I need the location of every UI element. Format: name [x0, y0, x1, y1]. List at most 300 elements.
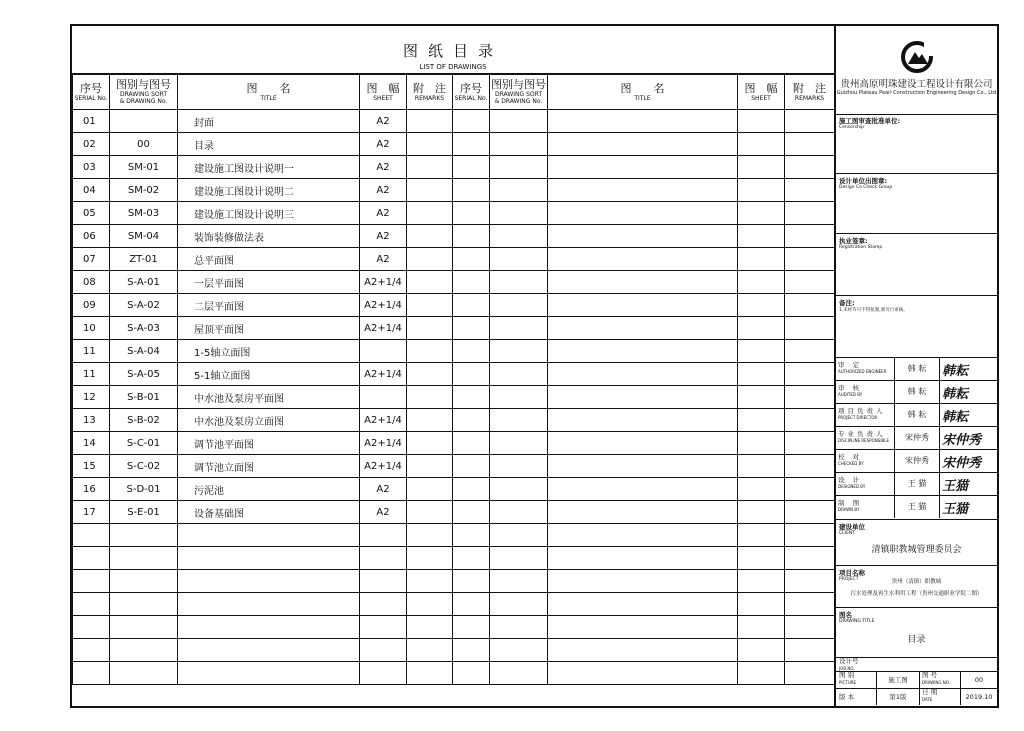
handwritten-signature: 韩耘	[942, 387, 969, 402]
code-cell: S-C-02	[110, 455, 178, 478]
serial-cell: 11	[73, 363, 110, 386]
empty-cell	[110, 639, 178, 662]
project-label-en: PROJECT	[839, 577, 859, 582]
col-header-sheet: 图 幅 SHEET	[738, 75, 785, 110]
role-label: 专业负责人 DISCIPLINE RESPONSIBLE	[838, 430, 889, 443]
empty-cell	[490, 386, 548, 409]
sheet-cell	[360, 340, 407, 363]
empty-cell	[453, 248, 490, 271]
empty-cell	[738, 386, 785, 409]
sheet-cell: A2+1/4	[360, 294, 407, 317]
signature-row	[836, 381, 997, 404]
drawing-frame	[70, 24, 999, 708]
table-row	[73, 547, 835, 570]
approval-label: 施工图审查批准单位:	[839, 117, 901, 125]
serial-cell: 03	[73, 156, 110, 179]
empty-cell	[548, 179, 738, 202]
signer-name: 宋仲秀	[894, 450, 940, 472]
empty-cell	[490, 547, 548, 570]
table-row	[73, 409, 835, 432]
signer-name: 宋仲秀	[894, 427, 940, 449]
empty-cell	[490, 478, 548, 501]
empty-cell	[453, 478, 490, 501]
code-cell: SM-02	[110, 179, 178, 202]
drawing-title-box	[836, 608, 997, 658]
empty-cell	[490, 110, 548, 133]
empty-cell	[73, 616, 110, 639]
role-label: 制 图 DRAWN BY	[838, 499, 863, 512]
empty-cell	[785, 225, 835, 248]
empty-cell	[453, 524, 490, 547]
remarks-cell	[407, 363, 453, 386]
remarks-cell	[407, 110, 453, 133]
sheet-cell: A2+1/4	[360, 432, 407, 455]
code-cell: 00	[110, 133, 178, 156]
empty-cell	[785, 570, 835, 593]
signer-name: 韩 耘	[894, 358, 940, 380]
empty-cell	[548, 110, 738, 133]
sheet-cell: A2	[360, 202, 407, 225]
title-cell: 装饰装修做法表	[178, 225, 360, 248]
empty-cell	[360, 639, 407, 662]
table-row	[73, 156, 835, 179]
empty-cell	[490, 271, 548, 294]
empty-cell	[490, 455, 548, 478]
empty-cell	[548, 133, 738, 156]
empty-cell	[110, 662, 178, 685]
empty-cell	[738, 156, 785, 179]
empty-cell	[407, 570, 453, 593]
empty-cell	[785, 133, 835, 156]
empty-cell	[785, 179, 835, 202]
empty-cell	[785, 340, 835, 363]
serial-cell: 04	[73, 179, 110, 202]
empty-cell	[785, 501, 835, 524]
empty-cell	[453, 110, 490, 133]
handwritten-signature: 王猫	[942, 502, 969, 517]
code-cell: S-A-05	[110, 363, 178, 386]
empty-cell	[73, 639, 110, 662]
empty-cell	[738, 501, 785, 524]
empty-cell	[453, 363, 490, 386]
drawing-title: 目录	[907, 635, 926, 645]
empty-cell	[407, 593, 453, 616]
project-label: 项目名称	[839, 569, 865, 577]
empty-cell	[738, 524, 785, 547]
empty-cell	[178, 547, 360, 570]
empty-cell	[178, 662, 360, 685]
col-header-sheet: 图 幅 SHEET	[360, 75, 407, 110]
company-logo-icon	[900, 40, 934, 74]
remarks-cell	[407, 386, 453, 409]
sheet-cell: A2+1/4	[360, 455, 407, 478]
empty-cell	[548, 202, 738, 225]
col-header-remarks: 附 注 REMARKS	[407, 75, 453, 110]
table-row	[73, 363, 835, 386]
empty-cell	[490, 432, 548, 455]
title-cell: 污泥池	[178, 478, 360, 501]
col-header-title: 图 名 TITLE	[178, 75, 360, 110]
signer-name: 韩 耘	[894, 404, 940, 426]
sheet-cell: A2	[360, 156, 407, 179]
table-row	[73, 478, 835, 501]
version-row	[836, 689, 997, 706]
sheet-cell: A2	[360, 478, 407, 501]
sort-label: 图 别 PICTURE	[839, 671, 857, 685]
registration-stamp-label: 执业签章:	[839, 237, 868, 245]
empty-cell	[490, 570, 548, 593]
empty-cell	[453, 340, 490, 363]
empty-cell	[490, 363, 548, 386]
handwritten-signature: 韩耘	[942, 364, 969, 379]
empty-cell	[453, 501, 490, 524]
sheet-cell: A2	[360, 225, 407, 248]
table-row	[73, 340, 835, 363]
code-cell: SM-03	[110, 202, 178, 225]
code-cell: S-B-02	[110, 409, 178, 432]
code-cell: SM-01	[110, 156, 178, 179]
date-label: 日 期 DATE	[922, 688, 938, 702]
approval-label-en: Censorship	[839, 125, 865, 130]
empty-cell	[110, 593, 178, 616]
client-label: 建设单位	[839, 523, 865, 531]
empty-cell	[548, 432, 738, 455]
table-row	[73, 248, 835, 271]
client-label-en: CLIENT	[839, 531, 855, 536]
code-cell: S-B-01	[110, 386, 178, 409]
empty-cell	[178, 616, 360, 639]
sheet-cell: A2	[360, 179, 407, 202]
company-name-en: Guizhou Plateau Pearl Construction Engineering Design Co., Ltd	[836, 90, 997, 96]
version-value: 第1版	[876, 689, 920, 705]
signature-row	[836, 496, 997, 520]
table-row	[73, 133, 835, 156]
title-cell: 建设施工图设计说明三	[178, 202, 360, 225]
title-cell: 调节池立面图	[178, 455, 360, 478]
sheet-cell: A2	[360, 133, 407, 156]
empty-cell	[360, 616, 407, 639]
code-cell: S-A-01	[110, 271, 178, 294]
title-cell: 1-5轴立面图	[178, 340, 360, 363]
remarks-cell	[407, 340, 453, 363]
table-row	[73, 386, 835, 409]
empty-cell	[785, 294, 835, 317]
empty-cell	[407, 524, 453, 547]
remarks-cell	[407, 271, 453, 294]
drawing-list-area	[72, 26, 834, 706]
empty-cell	[785, 478, 835, 501]
remarks-text: 1.未经许可不得复制,须另行审核。	[839, 308, 908, 313]
design-stamp-label-en: Design Co Check Group	[839, 185, 893, 190]
empty-cell	[738, 547, 785, 570]
empty-cell	[407, 547, 453, 570]
table-row	[73, 593, 835, 616]
serial-cell: 14	[73, 432, 110, 455]
remarks-box	[836, 296, 997, 358]
role-label: 审 核 AUDITED BY	[838, 384, 863, 397]
code-cell: S-D-01	[110, 478, 178, 501]
empty-cell	[738, 110, 785, 133]
table-row	[73, 616, 835, 639]
empty-cell	[490, 501, 548, 524]
empty-cell	[453, 593, 490, 616]
remarks-cell	[407, 501, 453, 524]
empty-cell	[178, 524, 360, 547]
empty-cell	[110, 570, 178, 593]
approval-box	[836, 114, 997, 174]
empty-cell	[548, 501, 738, 524]
design-stamp-label: 设计单位出图章:	[839, 177, 888, 185]
title-cell: 总平面图	[178, 248, 360, 271]
handwritten-signature: 韩耘	[942, 410, 969, 425]
sheet-cell: A2	[360, 110, 407, 133]
serial-cell: 01	[73, 110, 110, 133]
code-cell: S-A-04	[110, 340, 178, 363]
sheet-cell: A2+1/4	[360, 409, 407, 432]
empty-cell	[548, 294, 738, 317]
company-logo-area	[836, 26, 997, 115]
code-cell: ZT-01	[110, 248, 178, 271]
col-header-remarks: 附 注 REMARKS	[785, 75, 835, 110]
sort-row	[836, 672, 997, 689]
sheet-cell: A2	[360, 501, 407, 524]
serial-cell: 05	[73, 202, 110, 225]
empty-cell	[407, 616, 453, 639]
registration-stamp-box	[836, 234, 997, 296]
project-line-2: 污水处理及再生水利用工程（贵州交通职业学院二期）	[850, 591, 983, 597]
empty-cell	[73, 524, 110, 547]
empty-cell	[453, 294, 490, 317]
sheet-cell: A2+1/4	[360, 271, 407, 294]
page-title	[72, 26, 834, 74]
empty-cell	[738, 294, 785, 317]
sheet-cell: A2+1/4	[360, 363, 407, 386]
empty-cell	[738, 248, 785, 271]
code-cell: S-A-03	[110, 317, 178, 340]
empty-cell	[490, 202, 548, 225]
remarks-cell	[407, 156, 453, 179]
remarks-cell	[407, 478, 453, 501]
empty-cell	[548, 547, 738, 570]
remarks-cell	[407, 294, 453, 317]
signer-name: 王 猫	[894, 496, 940, 518]
serial-cell: 08	[73, 271, 110, 294]
serial-cell: 15	[73, 455, 110, 478]
signature-row	[836, 450, 997, 473]
role-label: 审 定 AUTHORIZED ENGINEER	[838, 361, 887, 374]
col-header-code: 图别与图号 DRAWING SORT & DRAWING No.	[490, 75, 548, 110]
table-row	[73, 271, 835, 294]
empty-cell	[548, 271, 738, 294]
empty-cell	[738, 616, 785, 639]
empty-cell	[490, 225, 548, 248]
sheet-cell: A2+1/4	[360, 317, 407, 340]
role-label: 校 对 CHECKED BY	[838, 453, 864, 466]
serial-cell: 12	[73, 386, 110, 409]
empty-cell	[738, 432, 785, 455]
empty-cell	[785, 547, 835, 570]
empty-cell	[548, 248, 738, 271]
empty-cell	[453, 570, 490, 593]
empty-cell	[785, 432, 835, 455]
empty-cell	[738, 593, 785, 616]
empty-cell	[548, 340, 738, 363]
empty-cell	[453, 179, 490, 202]
empty-cell	[453, 202, 490, 225]
sort-value: 施工图	[876, 672, 920, 688]
empty-cell	[490, 639, 548, 662]
empty-cell	[785, 248, 835, 271]
empty-cell	[490, 156, 548, 179]
handwritten-signature: 宋仲秀	[942, 456, 982, 471]
table-row	[73, 179, 835, 202]
title-cell: 调节池平面图	[178, 432, 360, 455]
empty-cell	[548, 570, 738, 593]
empty-cell	[453, 547, 490, 570]
client-name: 清镇职教城管理委员会	[871, 545, 962, 555]
empty-cell	[178, 593, 360, 616]
table-row	[73, 294, 835, 317]
empty-cell	[453, 317, 490, 340]
empty-cell	[548, 455, 738, 478]
title-cell: 建设施工图设计说明二	[178, 179, 360, 202]
table-row	[73, 524, 835, 547]
empty-cell	[110, 524, 178, 547]
drawing-title-label: 图名	[839, 611, 852, 619]
empty-cell	[407, 639, 453, 662]
drawing-no-label: 图 号 DRAWING NO.	[922, 671, 950, 685]
empty-cell	[548, 524, 738, 547]
table-row	[73, 501, 835, 524]
serial-cell: 13	[73, 409, 110, 432]
table-row	[73, 110, 835, 133]
empty-cell	[73, 570, 110, 593]
job-no-label: 设计号 JOB NO.	[839, 657, 859, 671]
code-cell: S-A-02	[110, 294, 178, 317]
drawing-no-value: 00	[960, 672, 997, 688]
remarks-cell	[407, 133, 453, 156]
empty-cell	[785, 386, 835, 409]
empty-cell	[73, 593, 110, 616]
empty-cell	[548, 616, 738, 639]
remarks-cell	[407, 202, 453, 225]
empty-cell	[453, 386, 490, 409]
title-cell: 中水池及泵房立面图	[178, 409, 360, 432]
empty-cell	[453, 455, 490, 478]
title-cell: 屋顶平面图	[178, 317, 360, 340]
table-row	[73, 317, 835, 340]
drawing-list-table	[72, 74, 835, 685]
serial-cell: 06	[73, 225, 110, 248]
empty-cell	[738, 317, 785, 340]
title-cell: 二层平面图	[178, 294, 360, 317]
date-value: 2019.10	[960, 689, 997, 705]
signature-row	[836, 404, 997, 427]
remarks-cell	[407, 179, 453, 202]
empty-cell	[110, 547, 178, 570]
empty-cell	[785, 639, 835, 662]
table-row	[73, 202, 835, 225]
empty-cell	[785, 616, 835, 639]
empty-cell	[453, 225, 490, 248]
remarks-cell	[407, 317, 453, 340]
title-cell: 目录	[178, 133, 360, 156]
empty-cell	[360, 570, 407, 593]
empty-cell	[738, 179, 785, 202]
table-row	[73, 570, 835, 593]
col-header-serial: 序号 SERIAL No.	[453, 75, 490, 110]
title-cell: 封面	[178, 110, 360, 133]
empty-cell	[548, 593, 738, 616]
title-cell: 设备基础图	[178, 501, 360, 524]
table-row	[73, 662, 835, 685]
remarks-cell	[407, 225, 453, 248]
empty-cell	[548, 639, 738, 662]
empty-cell	[738, 225, 785, 248]
empty-cell	[453, 662, 490, 685]
empty-cell	[453, 271, 490, 294]
empty-cell	[453, 133, 490, 156]
company-name-cn: 贵州高原明珠建设工程设计有限公司	[840, 79, 993, 90]
empty-cell	[490, 248, 548, 271]
empty-cell	[785, 409, 835, 432]
empty-cell	[738, 340, 785, 363]
empty-cell	[490, 179, 548, 202]
empty-cell	[490, 616, 548, 639]
empty-cell	[453, 639, 490, 662]
empty-cell	[407, 662, 453, 685]
empty-cell	[490, 662, 548, 685]
client-box	[836, 520, 997, 566]
empty-cell	[738, 639, 785, 662]
empty-cell	[73, 662, 110, 685]
empty-cell	[490, 593, 548, 616]
empty-cell	[738, 455, 785, 478]
signature-row	[836, 427, 997, 450]
empty-cell	[785, 363, 835, 386]
empty-cell	[453, 156, 490, 179]
empty-cell	[548, 478, 738, 501]
table-row	[73, 432, 835, 455]
empty-cell	[738, 662, 785, 685]
design-stamp-box	[836, 174, 997, 234]
title-cn: 图纸目录	[402, 42, 503, 60]
empty-cell	[785, 202, 835, 225]
empty-cell	[178, 570, 360, 593]
empty-cell	[785, 317, 835, 340]
empty-cell	[738, 363, 785, 386]
serial-cell: 10	[73, 317, 110, 340]
empty-cell	[785, 455, 835, 478]
empty-cell	[453, 409, 490, 432]
empty-cell	[360, 593, 407, 616]
remarks-cell	[407, 455, 453, 478]
handwritten-signature: 宋仲秀	[942, 433, 982, 448]
empty-cell	[548, 156, 738, 179]
empty-cell	[785, 156, 835, 179]
empty-cell	[360, 524, 407, 547]
title-en: LIST OF DRAWINGS	[419, 63, 487, 71]
empty-cell	[360, 547, 407, 570]
title-cell: 建设施工图设计说明一	[178, 156, 360, 179]
empty-cell	[490, 317, 548, 340]
empty-cell	[110, 616, 178, 639]
remarks-cell	[407, 432, 453, 455]
signature-row	[836, 358, 997, 381]
signature-row	[836, 473, 997, 496]
signer-name: 韩 耘	[894, 381, 940, 403]
empty-cell	[785, 110, 835, 133]
